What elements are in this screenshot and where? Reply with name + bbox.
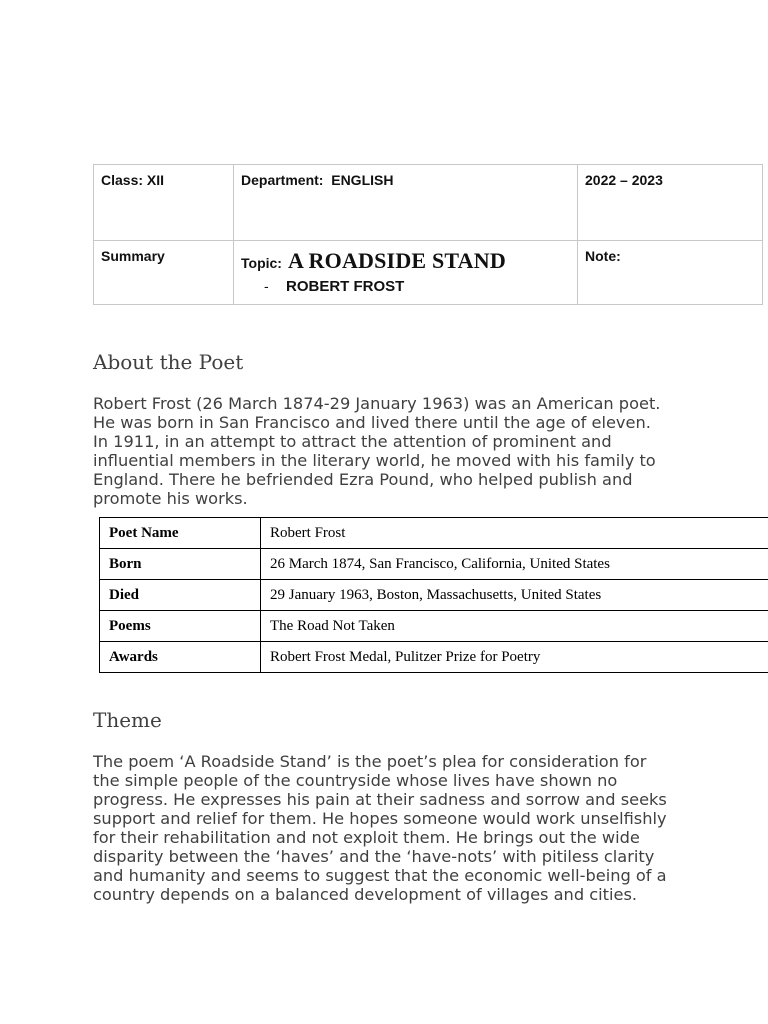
header-info-table [93, 164, 763, 305]
summary-label: Summary [101, 248, 165, 264]
header-row-1 [94, 165, 763, 241]
poet-info-value: Robert Frost Medal, Pulitzer Prize for Poetry [261, 642, 768, 673]
department-label: Department: ENGLISH [241, 172, 394, 188]
poet-info-key: Awards [100, 642, 261, 673]
header-row-2 [94, 241, 763, 305]
session-label: 2022 – 2023 [585, 172, 663, 188]
topic-label: Topic: [241, 255, 282, 271]
poet-info-row [100, 642, 768, 673]
poet-info-row [100, 518, 768, 549]
note-label: Note: [585, 248, 621, 264]
session-cell [578, 165, 763, 241]
class-label: Class: XII [101, 172, 165, 188]
author-line [234, 274, 577, 295]
poet-info-row [100, 549, 768, 580]
author-bullet-dash: - [264, 278, 269, 294]
poet-info-row [100, 580, 768, 611]
poet-info-value: 29 January 1963, Boston, Massachusetts, United States [261, 580, 768, 611]
poet-info-key: Born [100, 549, 261, 580]
department-cell [234, 165, 578, 241]
poet-info-row [100, 611, 768, 642]
topic-line [234, 241, 577, 274]
poet-info-value: Robert Frost [261, 518, 768, 549]
about-poet-paragraph: Robert Frost (26 March 1874-29 January 1963) was an American poet. He was born in San Francisco and lived there until the age of eleven. In 1911, in an attempt to attract the attention of prominent and influential members in the literary world, he moved with his family to England. There he befriended Ezra Pound, who helped publish and promote his works. [93, 394, 661, 508]
note-cell [578, 241, 763, 305]
poet-info-value: 26 March 1874, San Francisco, California, United States [261, 549, 768, 580]
topic-cell [234, 241, 578, 305]
about-poet-heading: About the Poet [93, 350, 244, 374]
poet-info-key: Poems [100, 611, 261, 642]
theme-heading: Theme [93, 708, 162, 732]
topic-title: A ROADSIDE STAND [287, 248, 506, 273]
summary-cell [94, 241, 234, 305]
poet-info-key: Poet Name [100, 518, 261, 549]
poet-info-table [99, 517, 768, 673]
poet-info-value: The Road Not Taken [261, 611, 768, 642]
poet-info-key: Died [100, 580, 261, 611]
class-cell [94, 165, 234, 241]
theme-paragraph: The poem ‘A Roadside Stand’ is the poet’s plea for consideration for the simple people of the countryside whose lives have shown no progress. He expresses his pain at their sadness and sorrow and seeks support and relief for them. He hopes someone would work unselfishly for their rehabilitation and not exploit them. He brings out the wide disparity between the ‘haves’ and the ‘have-nots’ with pitiless clarity and humanity and seems to suggest that the economic well-being of a country depends on a balanced development of villages and cities. [93, 752, 667, 904]
author-name: ROBERT FROST [286, 278, 405, 295]
